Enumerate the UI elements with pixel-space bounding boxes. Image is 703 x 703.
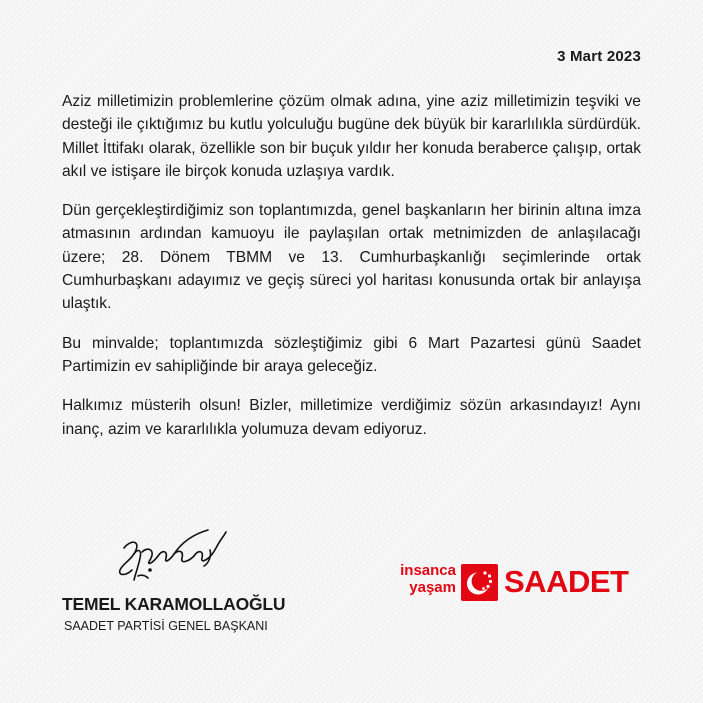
logo-slogan (386, 562, 456, 596)
paragraph: Aziz milletimizin problemlerine çözüm olmak adına, yine aziz milletimizin teşviki ve desteği ile çıktığımız bu kutlu yolculuğu bugüne dek büyük bir kararlılıkla sürdürdük. Millet İttifakı olarak, özellikle son bir buçuk yıldır her konuda beraberce çalışıp, ortak akıl ve istişare ile birçok konuda uzlaşıya vardık. (62, 93, 641, 180)
signatory-name: TEMEL KARAMOLLAOĞLU (62, 594, 286, 614)
handwritten-signature (112, 520, 232, 590)
statement-body (62, 90, 641, 457)
slogan-line: insanca (400, 562, 456, 579)
paragraph: Halkımız müsterih olsun! Bizler, milletimize verdiğimiz sözün arkasındayız! Aynı inanç, azim ve kararlılıkla yolumuza devam ediyoruz. (62, 397, 641, 438)
saadet-party-logo (386, 562, 642, 602)
brand-wordmark: SAADET (504, 564, 629, 599)
paragraph: Bu minvalde; toplantımızda sözleştiğimiz gibi 6 Mart Pazartesi günü Saadet Partimizin ev sahipliğinde bir araya geleceğiz. (62, 334, 641, 375)
statement-date: 3 Mart 2023 (557, 48, 641, 65)
paragraph: Dün gerçekleştirdiğimiz son toplantımızda, genel başkanların her birinin altına imza atmasının ardından kamuoyu ile paylaşılan ortak metnimizden de anlaşılacağı üzere; 28. Dönem TBMM ve 13. Cumhurbaşkanlığı seçimlerinde ortak Cumhurbaşkanı adayımız ve geçiş süreci yol haritası konusunda ortak bir anlayışa ulaştık. (62, 202, 641, 313)
signatory-title: SAADET PARTİSİ GENEL BAŞKANI (64, 619, 268, 633)
crescent-star-icon (461, 564, 498, 601)
slogan-line: yaşam (409, 579, 456, 596)
